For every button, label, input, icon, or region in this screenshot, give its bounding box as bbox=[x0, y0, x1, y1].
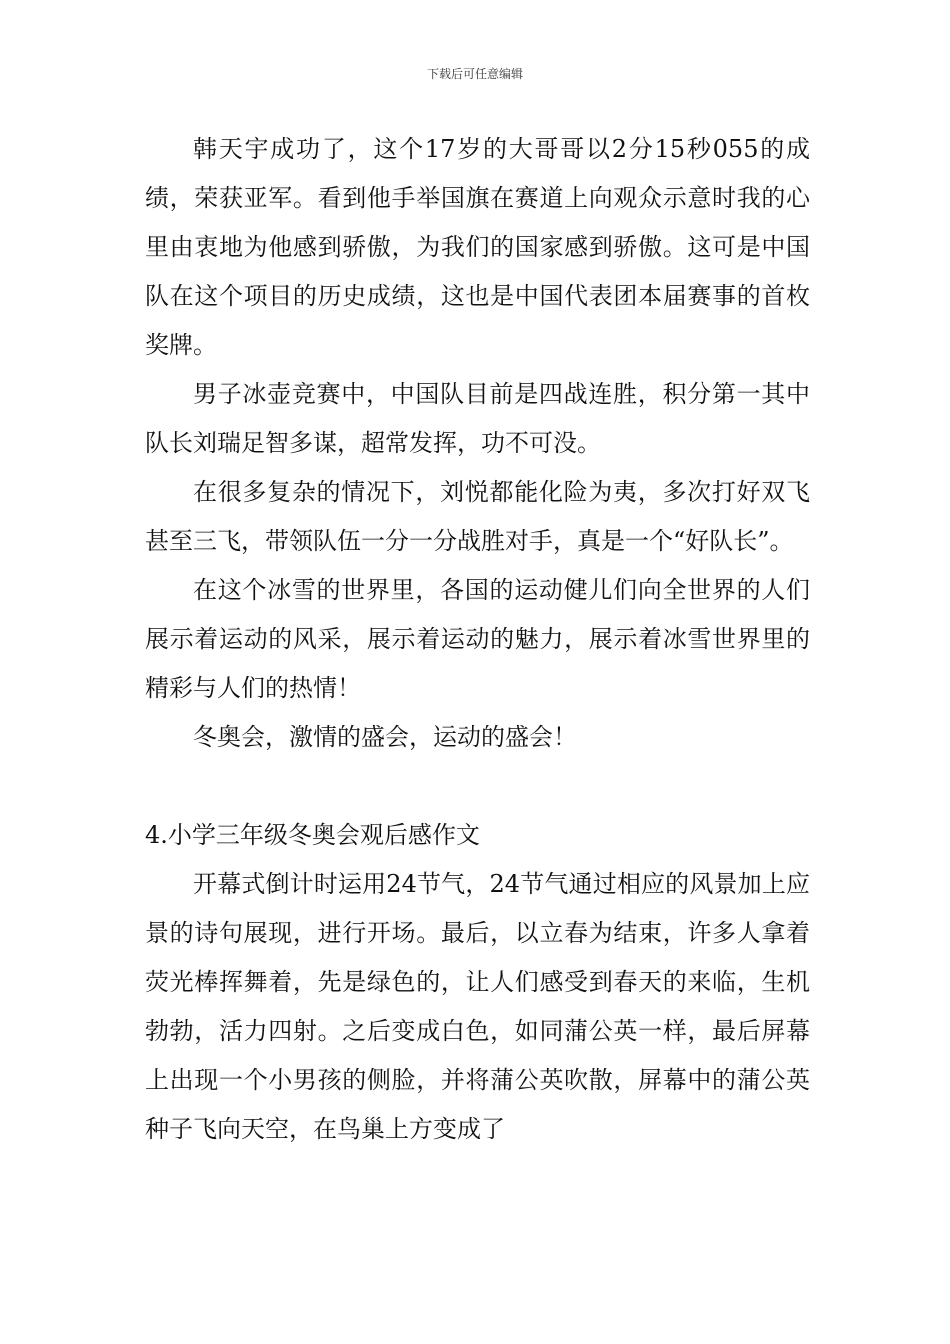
paragraph-captain: 在很多复杂的情况下，刘悦都能化险为夷，多次打好双飞甚至三飞，带领队伍一分一分战胜对手，真是一个“好队长”。 bbox=[145, 478, 810, 555]
paragraph-opening-ceremony: 开幕式倒计时运用24节气，24节气通过相应的风景加上应景的诗句展现，进行开场。最后，以立春为结束，许多人拿着荧光棒挥舞着，先是绿色的，让人们感受到春天的来临，生机勃勃，活力四射。之后变成白色，如同蒲公英一样，最后屏幕上出现一个小男孩的侧脸，并将蒲公英吹散，屏幕中的蒲公英种子飞向天空，在鸟巢上方变成了 bbox=[145, 870, 810, 1143]
page-header: 下载后可任意编辑 bbox=[426, 67, 523, 81]
paragraph-silver-medal: 韩天宇成功了，这个17岁的大哥哥以2分15秒055的成绩，荣获亚军。看到他手举国旗在赛道上向观众示意时我的心里由衷地为他感到骄傲，为我们的国家感到骄傲。这可是中国队在这个项目的历史成绩，这也是中国代表团本届赛事的首枚奖牌。 bbox=[145, 135, 810, 359]
document-body bbox=[145, 125, 810, 1154]
paragraph-athletes: 在这个冰雪的世界里，各国的运动健儿们向全世界的人们展示着运动的风采，展示着运动的魅力，展示着冰雪世界里的精彩与人们的热情！ bbox=[145, 576, 810, 702]
section-spacer bbox=[145, 762, 810, 811]
section-heading: 4.小学三年级冬奥会观后感作文 bbox=[145, 821, 480, 849]
paragraph-closing: 冬奥会，激情的盛会，运动的盛会！ bbox=[193, 723, 577, 751]
paragraph-curling: 男子冰壶竞赛中，中国队目前是四战连胜，积分第一其中队长刘瑞足智多谋，超常发挥，功不可没。 bbox=[145, 380, 810, 457]
